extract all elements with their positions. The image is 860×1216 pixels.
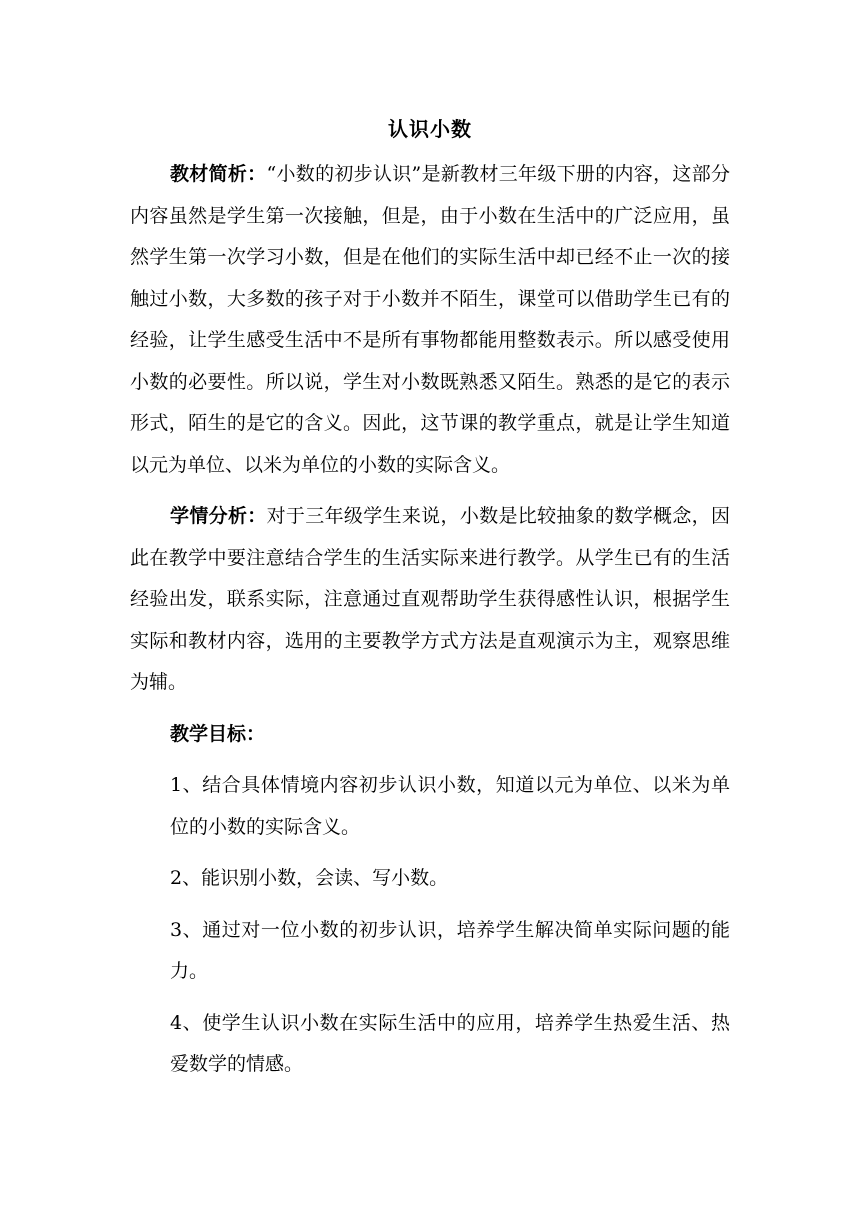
student-analysis-paragraph [130, 496, 730, 704]
student-analysis-heading: 学情分析： [170, 505, 267, 527]
textbook-analysis-heading: 教材简析： [170, 163, 267, 185]
document-title: 认识小数 [388, 117, 472, 141]
student-analysis-body: 对于三年级学生来说，小数是比较抽象的数学概念，因此在教学中要注意结合学生的生活实际来进行教学。从学生已有的生活经验出发，联系实际，注意通过直观帮助学生获得感性认识，根据学生实际和教材内容，选用的主要教学方式方法是直观演示为主，观察思维为辅。 [130, 505, 730, 693]
goal-item-3: 3、通过对一位小数的初步认识，培养学生解决简单实际问题的能力。 [170, 918, 730, 982]
goal-item-2: 2、能识别小数，会读、写小数。 [170, 867, 449, 889]
goal-item-1: 1、结合具体情境内容初步认识小数，知道以元为单位、以米为单位的小数的实际含义。 [170, 774, 730, 838]
goal-item-4: 4、使学生认识小数在实际生活中的应用，培养学生热爱生活、热爱数学的情感。 [170, 1011, 730, 1075]
textbook-analysis-body: “小数的初步认识”是新教材三年级下册的内容，这部分内容虽然是学生第一次接触，但是，由于小数在生活中的广泛应用，虽然学生第一次学习小数，但是在他们的实际生活中却已经不止一次的接触过小数，大多数的孩子对于小数并不陌生，课堂可以借助学生已有的经验，让学生感受生活中不是所有事物都能用整数表示。所以感受使用小数的必要性。所以说，学生对小数既熟悉又陌生。熟悉的是它的表示形式，陌生的是它的含义。因此，这节课的教学重点，就是让学生知道以元为单位、以米为单位的小数的实际含义。 [130, 163, 730, 476]
document-page [130, 108, 730, 1096]
teaching-goals-heading: 教学目标： [170, 722, 266, 745]
textbook-analysis-paragraph [130, 154, 730, 486]
